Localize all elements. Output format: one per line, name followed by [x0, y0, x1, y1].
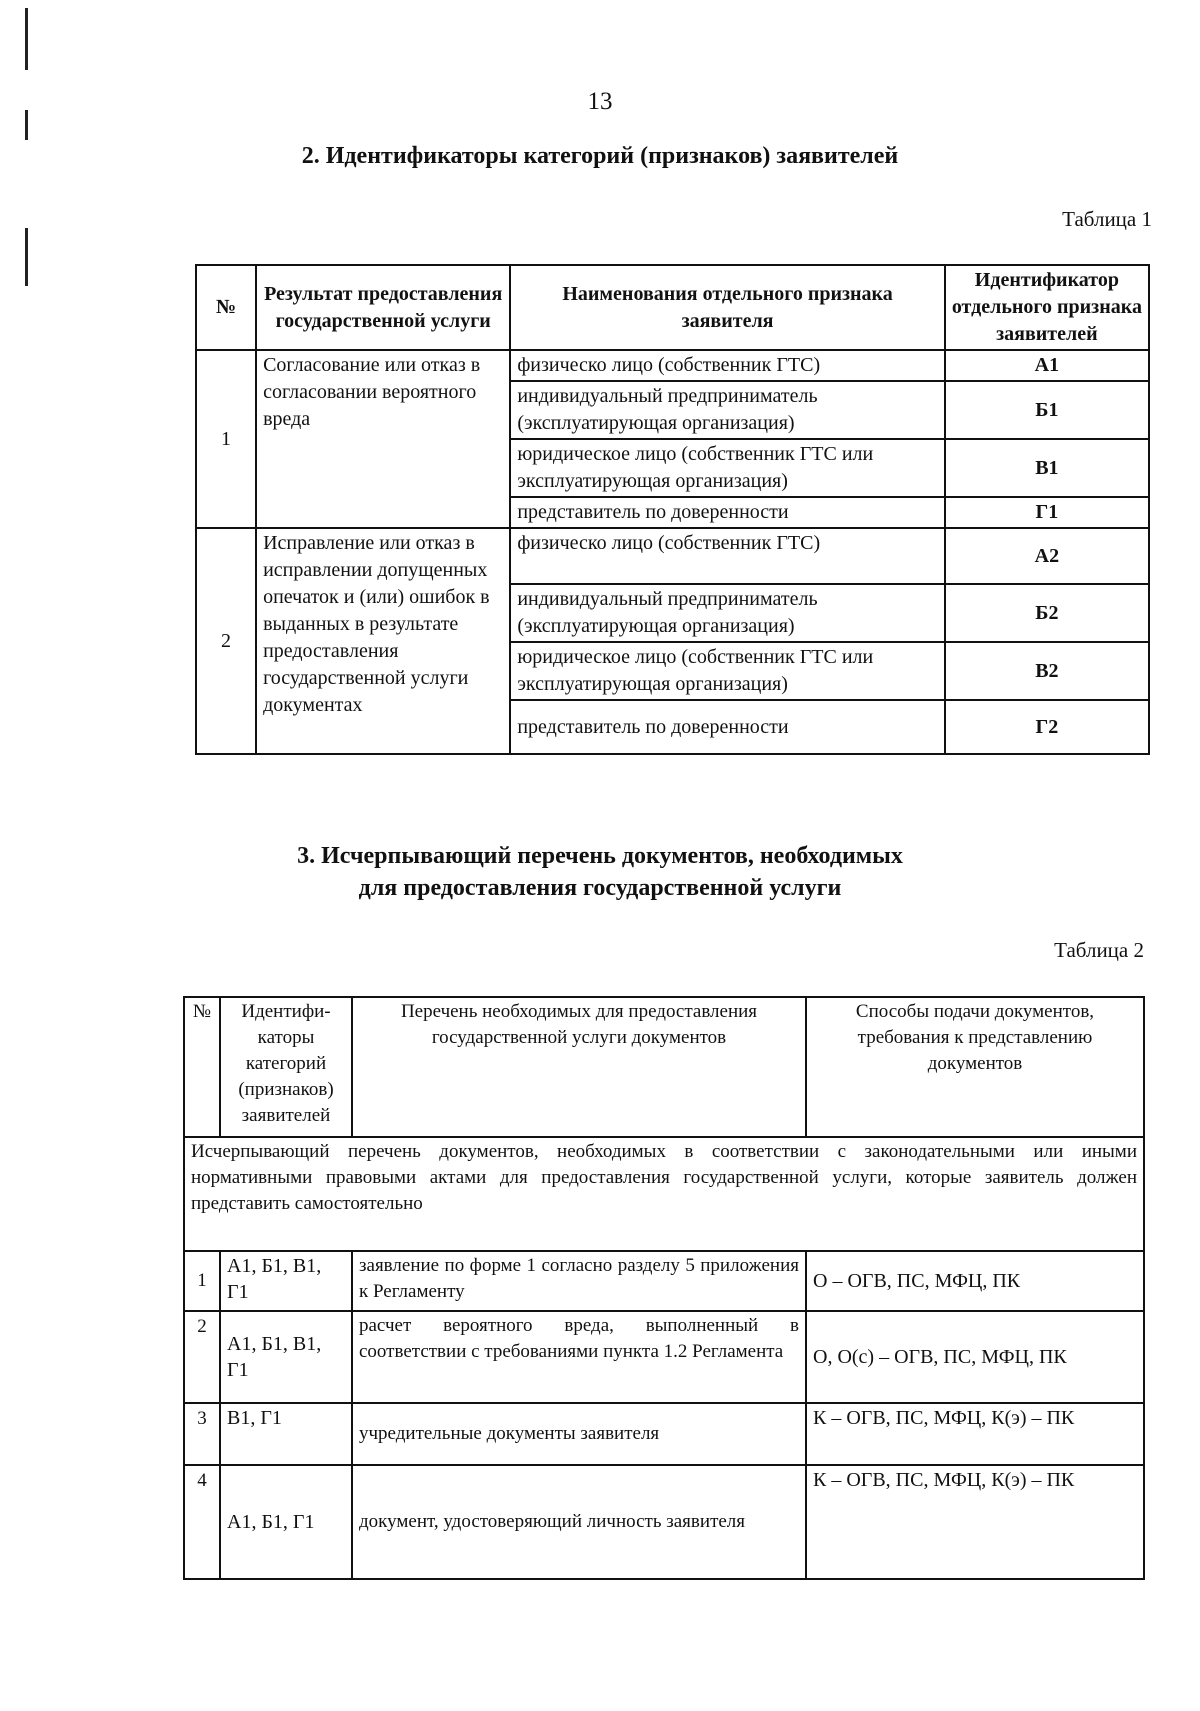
span-row [184, 1137, 1144, 1251]
category-ids-cell: А1, Б1, В1, Г1 [220, 1251, 352, 1311]
group-result: Исправление или отказ в исправлении допущенных опечаток и (или) ошибок в выданных в результате предоставления государственной услуги документах [256, 528, 510, 754]
identifier-cell: А1 [945, 350, 1149, 381]
category-ids-cell: В1, Г1 [220, 1403, 352, 1465]
scan-mark [25, 8, 28, 70]
document-cell: учредительные документы заявителя [352, 1403, 806, 1465]
row-number: 2 [184, 1311, 220, 1403]
col-num-header: № [196, 265, 256, 350]
identifier-cell: Г2 [945, 700, 1149, 754]
attribute-cell: представитель по доверенности [510, 700, 944, 754]
attribute-cell: физическо лицо (собственник ГТС) [510, 350, 944, 381]
applicant-categories-table [195, 264, 1150, 755]
row-number: 4 [184, 1465, 220, 1579]
identifier-cell: В1 [945, 439, 1149, 497]
attribute-cell: юридическое лицо (собственник ГТС или эксплуатирующая организация) [510, 439, 944, 497]
section-3-title-line-2: для предоставления государственной услуги [358, 875, 842, 901]
table-header-row [184, 997, 1144, 1137]
col-ids-header: Идентифи-каторы категорий (признаков) заявителей [220, 997, 352, 1137]
page-number: 13 [587, 88, 613, 115]
col-docs-header: Перечень необходимых для предоставления государственной услуги документов [352, 997, 806, 1137]
document-cell: расчет вероятного вреда, выполненный в соответствии с требованиями пункта 1.2 Регламента [352, 1311, 806, 1403]
exhaustive-list-note: Исчерпывающий перечень документов, необходимых в соответствии с законодательными или иными нормативными правовыми актами для предоставления государственной услуги, которые заявитель должен представить самостоятельно [184, 1137, 1144, 1251]
identifier-cell: Б1 [945, 381, 1149, 439]
submission-method-cell: К – ОГВ, ПС, МФЦ, К(э) – ПК [806, 1465, 1144, 1579]
identifier-cell: Г1 [945, 497, 1149, 528]
attribute-cell: представитель по доверенности [510, 497, 944, 528]
row-number: 1 [184, 1251, 220, 1311]
col-ways-header: Способы подачи документов, требования к представлению документов [806, 997, 1144, 1137]
table-header-row [196, 265, 1149, 350]
table-2-caption: Таблица 2 [1054, 938, 1144, 962]
document-cell: заявление по форме 1 согласно разделу 5 приложения к Регламенту [352, 1251, 806, 1311]
table-row [196, 350, 1149, 381]
required-documents-table [183, 996, 1145, 1580]
group-result: Согласование или отказ в согласовании вероятного вреда [256, 350, 510, 528]
submission-method-cell: О – ОГВ, ПС, МФЦ, ПК [806, 1251, 1144, 1311]
submission-method-cell: О, О(с) – ОГВ, ПС, МФЦ, ПК [806, 1311, 1144, 1403]
table-row [184, 1403, 1144, 1465]
group-number: 2 [196, 528, 256, 754]
category-ids-cell: А1, Б1, В1, Г1 [220, 1311, 352, 1403]
col-attribute-header: Наименования отдельного признака заявителя [510, 265, 944, 350]
col-num-header: № [184, 997, 220, 1137]
group-number: 1 [196, 350, 256, 528]
col-result-header: Результат предоставления государственной услуги [256, 265, 510, 350]
identifier-cell: В2 [945, 642, 1149, 700]
table-1-caption: Таблица 1 [1062, 207, 1152, 231]
attribute-cell: индивидуальный предприниматель (эксплуатирующая организация) [510, 381, 944, 439]
section-2-title: 2. Идентификаторы категорий (признаков) заявителей [301, 143, 899, 169]
section-3-title [0, 840, 1200, 904]
col-identifier-header: Идентификатор отдельного признака заявителей [945, 265, 1149, 350]
submission-method-cell: К – ОГВ, ПС, МФЦ, К(э) – ПК [806, 1403, 1144, 1465]
table-row [196, 528, 1149, 584]
section-3-title-line-1: 3. Исчерпывающий перечень документов, необходимых [297, 843, 903, 869]
identifier-cell: Б2 [945, 584, 1149, 642]
document-cell: документ, удостоверяющий личность заявителя [352, 1465, 806, 1579]
table-row [184, 1311, 1144, 1403]
scan-mark [25, 228, 28, 286]
attribute-cell: юридическое лицо (собственник ГТС или эксплуатирующая организация) [510, 642, 944, 700]
identifier-cell: А2 [945, 528, 1149, 584]
attribute-cell: физическо лицо (собственник ГТС) [510, 528, 944, 584]
row-number: 3 [184, 1403, 220, 1465]
table-row [184, 1465, 1144, 1579]
attribute-cell: индивидуальный предприниматель (эксплуатирующая организация) [510, 584, 944, 642]
category-ids-cell: А1, Б1, Г1 [220, 1465, 352, 1579]
table-row [184, 1251, 1144, 1311]
